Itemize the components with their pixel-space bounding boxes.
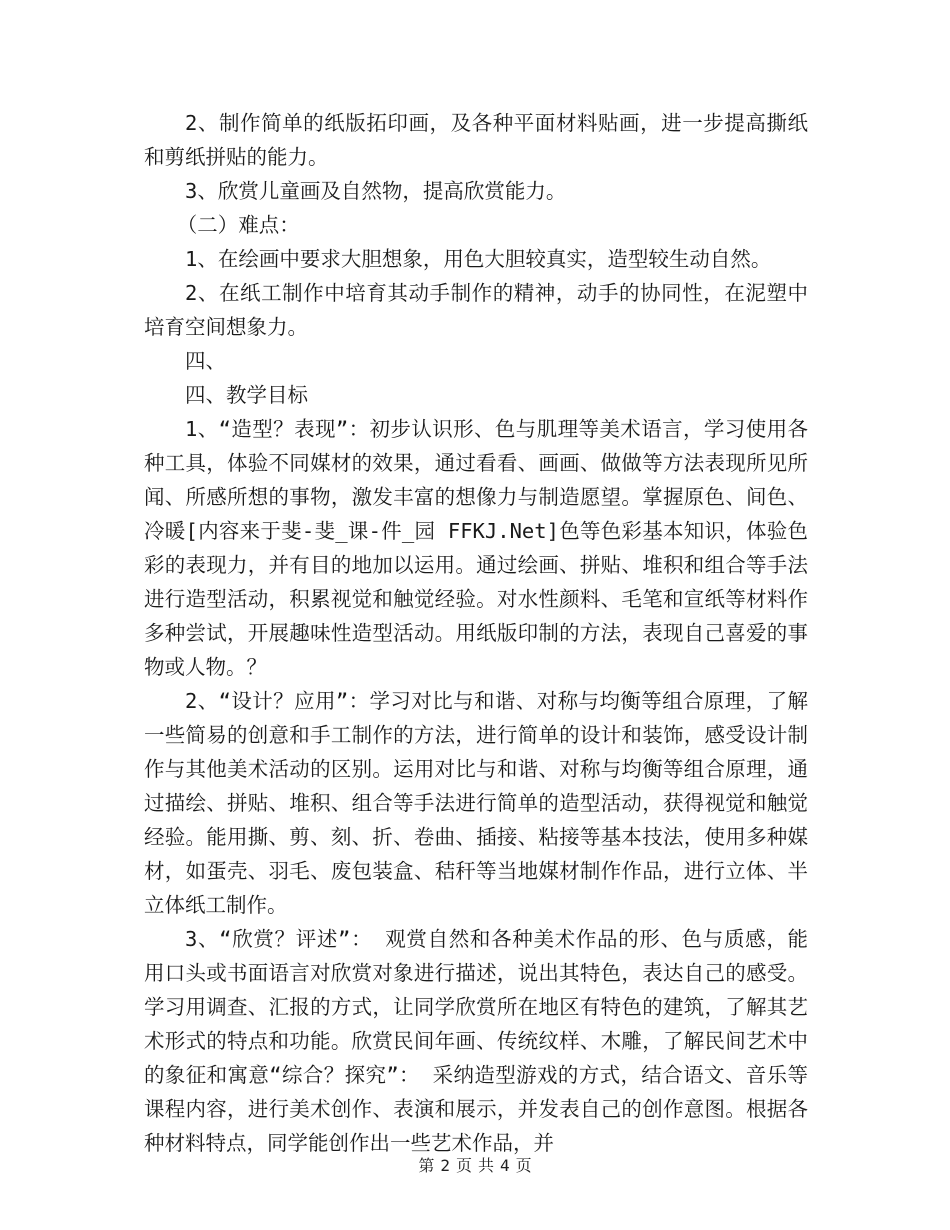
- footer-page-word: 页: [455, 1156, 472, 1175]
- paragraph: 2、在纸工制作中培育其动手制作的精神，动手的协同性，在泥塑中培育空间想象力。: [144, 281, 808, 339]
- paragraph: 2、制作简单的纸版拓印画，及各种平面材料贴画，进一步提高撕纸和剪纸拼贴的能力。: [144, 111, 808, 169]
- current-page-number: 2: [440, 1156, 450, 1175]
- section-heading: （二）难点：: [176, 213, 300, 237]
- paragraph: 3、欣赏儿童画及自然物，提高欣赏能力。: [185, 179, 567, 203]
- footer-prefix: 第: [418, 1156, 435, 1175]
- paragraph: 2、“设计？应用”：学习对比与和谐、对称与均衡等组合原理，了解一些简易的创意和手工制作的方法，进行简单的设计和装饰，感受设计制作与其他美术活动的区别。运用对比与和谐、对称与均衡等组合原理，通过描绘、拼贴、堆积、组合等手法进行简单的造型活动，获得视觉和触觉经验。能用撕、剪、刻、折、卷曲、插接、粘接等基本技法，使用多种媒材，如蛋壳、羽毛、废包装盒、秸秆等当地媒材制作作品，进行立体、半立体纸工制作。: [144, 689, 808, 917]
- footer-total-word: 共: [478, 1156, 495, 1175]
- paragraph: 3、“欣赏？评述”： 观赏自然和各种美术作品的形、色与质感，能用口头或书面语言对欣赏对象进行描述，说出其特色，表达自己的感受。学习用调查、汇报的方式，让同学欣赏所在地区有特色的建筑，了解其艺术形式的特点和功能。欣赏民间年画、传统纹样、木雕，了解民间艺术中的象征和寓意“综合？探究”： 采纳造型游戏的方式，结合语文、音乐等课程内容，进行美术创作、表演和展示，并发表自己的创作意图。根据各种材料特点，同学能创作出一些艺术作品，并: [144, 927, 808, 1155]
- body-text: [144, 106, 808, 1160]
- paragraph: 1、在绘画中要求大胆想象，用色大胆较真实，造型较生动自然。: [185, 247, 772, 271]
- footer-suffix: 页: [515, 1156, 532, 1175]
- section-heading: 四、: [185, 349, 226, 373]
- total-pages-number: 4: [500, 1156, 510, 1175]
- paragraph: 1、“造型？表现”：初步认识形、色与肌理等美术语言，学习使用各种工具，体验不同媒材的效果，通过看看、画画、做做等方法表现所见所闻、所感所想的事物，激发丰富的想像力与制造愿望。掌握原色、间色、冷暖[内容来于斐-斐_课-件_园 FFKJ.Net]色等色彩基本知识，体验色彩的表现力，并有目的地加以运用。通过绘画、拼贴、堆积和组合等手法进行造型活动，积累视觉和触觉经验。对水性颜料、毛笔和宣纸等材料作多种尝试，开展趣味性造型活动。用纸版印制的方法，表现自己喜爱的事物或人物。？: [144, 417, 808, 679]
- page-footer: [0, 1153, 950, 1176]
- section-heading: 四、教学目标: [185, 383, 308, 407]
